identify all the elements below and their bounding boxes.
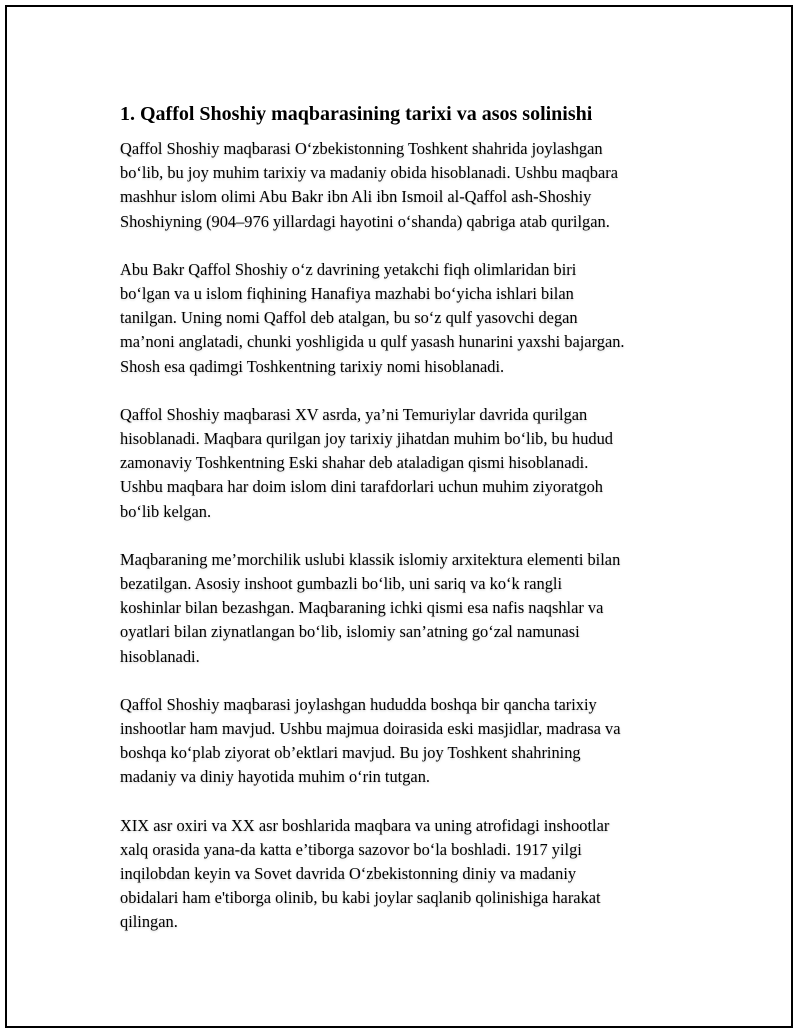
text-line: Qaffol Shoshiy maqbarasi O‘zbekistonning Toshkent shahrida joylashgan: [120, 139, 603, 158]
paragraph: [120, 137, 700, 234]
text-line: hisoblanadi. Maqbara qurilgan joy tarixiy jihatdan muhim bo‘lib, bu hudud: [120, 429, 613, 449]
text-line: obidalari ham e'tiborga olinib, bu kabi joylar saqlanib qolinishiga harakat: [120, 888, 601, 908]
document-body: [120, 101, 700, 959]
text-line: boshqa ko‘plab ziyorat ob’ektlari mavjud. Bu joy Toshkent shahrining: [120, 743, 581, 763]
paragraph: [120, 548, 700, 669]
text-line: bo‘lib, bu joy muhim tarixiy va madaniy obida hisoblanadi. Ushbu maqbara: [120, 163, 619, 183]
text-line: Ushbu maqbara har doim islom dini tarafdorlari uchun muhim ziyoratgoh: [120, 477, 603, 497]
text-line: ma’noni anglatadi, chunki yoshligida u qulf yasash hunarini yaxshi bajargan.: [120, 332, 625, 352]
text-line: zamonaviy Toshkentning Eski shahar deb ataladigan qismi hisoblanadi.: [120, 453, 589, 473]
text-line: inqilobdan keyin va Sovet davrida O‘zbekistonning diniy va madaniy: [120, 864, 577, 884]
text-line: Qaffol Shoshiy maqbarasi joylashgan hududda boshqa bir qancha tarixiy: [120, 694, 597, 714]
paragraph: [120, 814, 700, 935]
paragraph: [120, 403, 700, 524]
section-title: 1. Qaffol Shoshiy maqbarasining tarixi va asos solinishi: [120, 103, 593, 125]
text-line: tanilgan. Uning nomi Qaffol deb atalgan, bu so‘z qulf yasovchi degan: [120, 308, 578, 328]
text-line: Maqbaraning me’morchilik uslubi klassik islomiy arxitektura elementi bilan: [120, 549, 621, 569]
paragraph-list: [120, 137, 700, 935]
text-line: bo‘lib kelgan.: [120, 501, 212, 521]
text-line: bo‘lgan va u islom fiqhining Hanafiya mazhabi bo‘yicha ishlari bilan: [120, 284, 574, 304]
text-line: koshinlar bilan bezashgan. Maqbaraning ichki qismi esa nafis naqshlar va: [120, 598, 604, 618]
text-line: mashhur islom olimi Abu Bakr ibn Ali ibn Ismoil al-Qaffol ash-Shoshiy: [120, 187, 592, 207]
text-line: qilingan.: [120, 912, 178, 932]
text-line: hisoblanadi.: [120, 646, 200, 666]
paragraph: [120, 693, 700, 790]
text-line: Shosh esa qadimgi Toshkentning tarixiy nomi hisoblanadi.: [120, 356, 505, 376]
page-frame: [5, 5, 793, 1028]
text-line: Abu Bakr Qaffol Shoshiy o‘z davrining yetakchi fiqh olimlaridan biri: [120, 259, 577, 279]
text-line: oyatlari bilan ziynatlangan bo‘lib, islomiy san’atning go‘zal namunasi: [120, 622, 580, 642]
text-line: XIX asr oxiri va XX asr boshlarida maqbara va uning atrofidagi inshootlar: [120, 815, 610, 835]
paragraph: [120, 258, 700, 379]
text-line: Shoshiyning (904–976 yillardagi hayotini o‘shanda) qabriga atab qurilgan.: [120, 211, 610, 231]
text-line: madaniy va diniy hayotida muhim o‘rin tutgan.: [120, 767, 430, 787]
text-line: xalq orasida yana-da katta e’tiborga sazovor bo‘la boshladi. 1917 yilgi: [120, 839, 582, 859]
text-line: bezatilgan. Asosiy inshoot gumbazli bo‘lib, uni sariq va ko‘k rangli: [120, 574, 563, 594]
text-line: Qaffol Shoshiy maqbarasi XV asrda, ya’ni Temuriylar davrida qurilgan: [120, 404, 588, 424]
text-line: inshootlar ham mavjud. Ushbu majmua doirasida eski masjidlar, madrasa va: [120, 719, 621, 739]
